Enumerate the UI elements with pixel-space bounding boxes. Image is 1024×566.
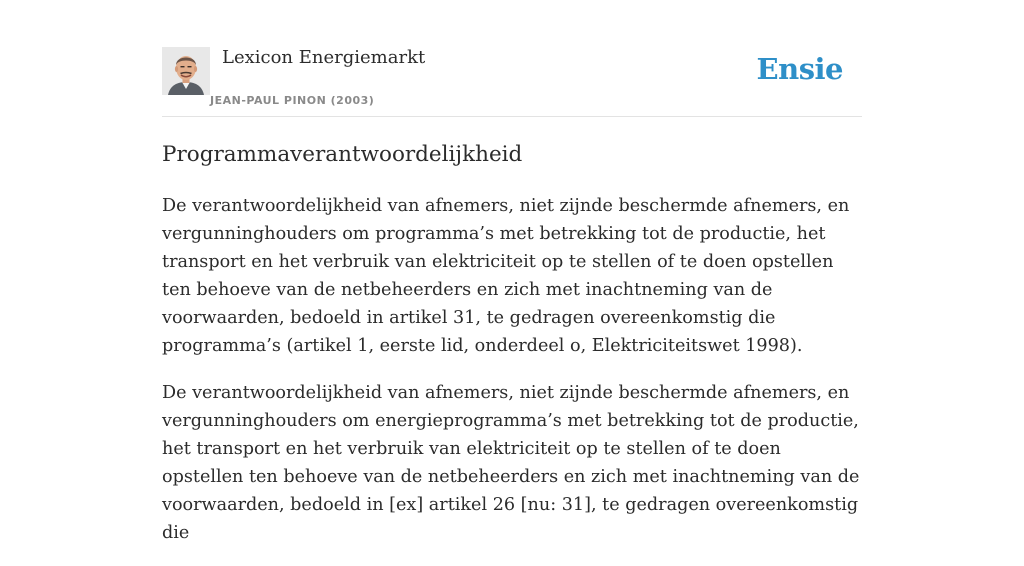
entry-card <box>162 0 862 543</box>
book-title[interactable]: Lexicon Energiemarkt <box>222 47 426 68</box>
definition-paragraph: De verantwoordelijkheid van afnemers, niet zijnde beschermde afnemers, en vergunninghouders om energieprogramma’s met betrekking tot de productie, het transport en het verbruik van elektriciteit op te stellen of te doen opstellen ten behoeve van de netbeheerders en zich met inachtneming van de voorwaarden, bedoeld in [ex] artikel 26 [nu: 31], te gedragen overeenkomstig die <box>162 383 860 543</box>
entry-header <box>162 0 862 117</box>
author-portrait-icon <box>162 47 210 95</box>
entry-definition <box>162 192 862 566</box>
author-avatar[interactable] <box>162 47 210 95</box>
definition-paragraph: De verantwoordelijkheid van afnemers, niet zijnde beschermde afnemers, en vergunninghouders om programma’s met betrekking tot de productie, het transport en het verbruik van elektriciteit op te stellen of te doen opstellen ten behoeve van de netbeheerders en zich met inachtneming van de voorwaarden, bedoeld in artikel 31, te gedragen overeenkomstig die programma’s (artikel 1, eerste lid, onderdeel o, Elektriciteitswet 1998). <box>162 196 850 356</box>
author-name: JEAN-PAUL PINON (2003) <box>210 94 375 107</box>
brand-logo[interactable]: Ensie <box>756 52 843 86</box>
entry-term: Programmaverantwoordelijkheid <box>162 142 523 167</box>
